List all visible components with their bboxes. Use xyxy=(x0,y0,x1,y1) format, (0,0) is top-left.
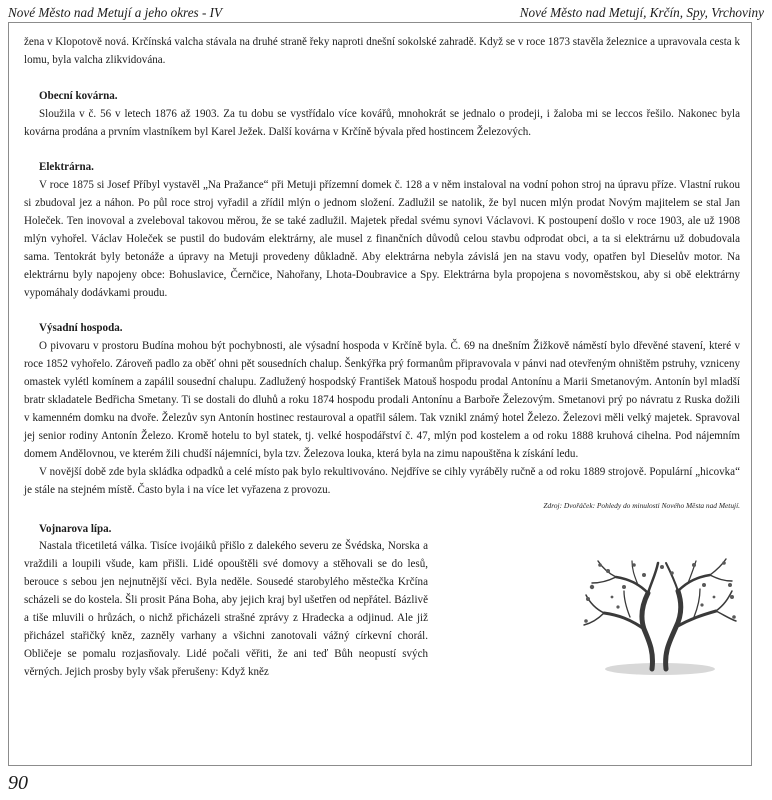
intro-paragraph: žena v Klopotově nová. Krčínská valcha stávala na druhé straně řeky naproti dnešní sokolské zahradě. Když se v roce 1873 stavěla železnice a upravovala cesta k lomu, byla valcha zlikvidována. xyxy=(24,36,740,66)
paragraph-hospoda-2: V novější době zde byla skládka odpadků a celé místo pak bylo rekultivováno. Nejdříve se cihly vyráběly ručně a od roku 1889 strojově. Populární „hicovka“ je stále na stejném místě. Často byla i na více let vyřazena z provozu. xyxy=(24,465,740,496)
section-heading-lipa: Vojnarova lípa. xyxy=(39,522,112,535)
paragraph-kovarna: Sloužila v č. 56 v letech 1876 až 1903. Za tu dobu se vystřídalo více kovářů, mnohokrát se jednalo o prodeji, i žaloba mi se leccos řešilo. Nakonec byla kovárna prodána a prvním vlastníkem byl Karel Ježek. Další kovárna v Krčíně bývala před hostincem Železových. xyxy=(24,107,740,138)
page-content xyxy=(24,34,740,682)
page-number: 90 xyxy=(8,772,28,794)
linden-tree-illustration xyxy=(578,557,738,677)
page-frame xyxy=(8,22,752,766)
section-heading-kovarna: Obecní kovárna. xyxy=(39,89,118,102)
paragraph-elektrarna: V roce 1875 si Josef Příbyl vystavěl „Na Pražance“ při Metuji přízemní domek č. 128 a v něm instaloval na vodní pohon stroj na úpravu příze. Vlastní rukou si zbudoval jez a náhon. Po půl roce stroj vyřadil a zřídil mlýn o jednom složení. Zadlužil se natolik, že byl nucen mlýn prodat Novým majitelem se stal Jan Holeček. Ten inovoval a zveleboval takovou měrou, že se také zadlužil. Majetek předal svému synovi Václavovi. K postoupení došlo v roce 1903, ale už 1908 mlýn vyhořel. Václav Holeček se pustil do budovám elektrárny, ale musel z finančních důvodů celou stavbu odprodat obci, a ta si elektrárnu už dobudovala sama. Tentokrát byly betonáže a úpravy na Metuji provedeny důkladně. Aby elektrárna nebyla závislá jen na stavu vody, opatřen byl Dieselův motor. Na elektrárnu byly napojeny obce: Bohuslavice, Černčice, Nahořany, Lhota-Doubravice a Spy. Elektrárna byla propojena s novoměstskou, aby si obě elektrárny vypomáhaly dodávkami proudu. xyxy=(24,179,740,299)
paragraph-lipa: Nastala třicetiletá válka. Tisíce ivojáiků přišlo z dalekého severu ze Švédska, Norska a vraždili a loupili všude, kam přišli. Lidé opouštěli své domovy a stěhovali se do lesů, berouce s sebou jen nejnutnější věci. Byla neděle. Sousedé starobylého městečka Krčína scházeli se do kostela. Šli prosit Pána Boha, aby jejich kraj byl ušetřen od nepřátel. Bázlivě a tiše mluvili o hrůzách, o nichž přicházeli strašné zprávy z Hradecka a odjinud. Ale již přicházel stařičký kněz, zazněly varhany a všichni zanotovali vážný církevní chorál. Obličeje se pomalu rozjasňovaly. Lidé počali věřiti, že ani teď Bůh neopustí svých věrných. Jejich prosby byly však přerušeny: Když kněz xyxy=(24,540,428,678)
linden-section xyxy=(24,521,740,682)
section-heading-elektrarna: Elektrárna. xyxy=(39,161,94,174)
running-head-left: Nové Město nad Metují a jeho okres - IV xyxy=(8,5,223,20)
source-note: Zdroj: Dvořáček: Pohledy do minulosti Nového Města nad Metují. xyxy=(543,500,740,510)
section-heading-hospoda: Výsadní hospoda. xyxy=(39,322,123,335)
running-head-right: Nové Město nad Metují, Krčín, Spy, Vrchoviny xyxy=(519,5,764,20)
paragraph-hospoda-1: O pivovaru v prostoru Budína mohou být pochybnosti, ale výsadní hospoda v Krčíně byla. Č. 69 na dnešním Žižkově náměstí bylo dřevěné stavení, které v roce 1852 vyhořelo. Zároveň padlo za oběť ohni pět sousedních chalup. Šenkýřka prý formanům připravovala v pánvi nad otevřeným ohništěm pstruhy, vzniceny omastek vylétl komínem a zapálil sousední chalupu. Zadlužený hospodský František Matouš hospodu prodal Antonínu a Marii Smetanovým. Antonín byl mladší bratr skladatele Bedřicha Smetany. Ti se dostali do dluhů a roku 1874 hospodu prodali Antonínu a Barboře Železovým. Smetanovi prý po návratu z Ruska dožili v kamenném domku na dvoře. Železův syn Antonín hostinec restauroval a opatřil sálem. Tak vznikl známý hotel Železo. Železovi měli velký majetek. Spravoval jej senior rodiny Antonín Železo. Kromě hotelu to byl statek, tj. velké hospodářství č. 47, mlýn pod kostelem a od roku 1888 kruhová cihelna. Pod nájemním domem Andělovnou, ve kterém žili chudší nájemníci, byla tzv. Železova louka, která byla na zimu napouštěna k získání ledu. xyxy=(24,340,740,460)
